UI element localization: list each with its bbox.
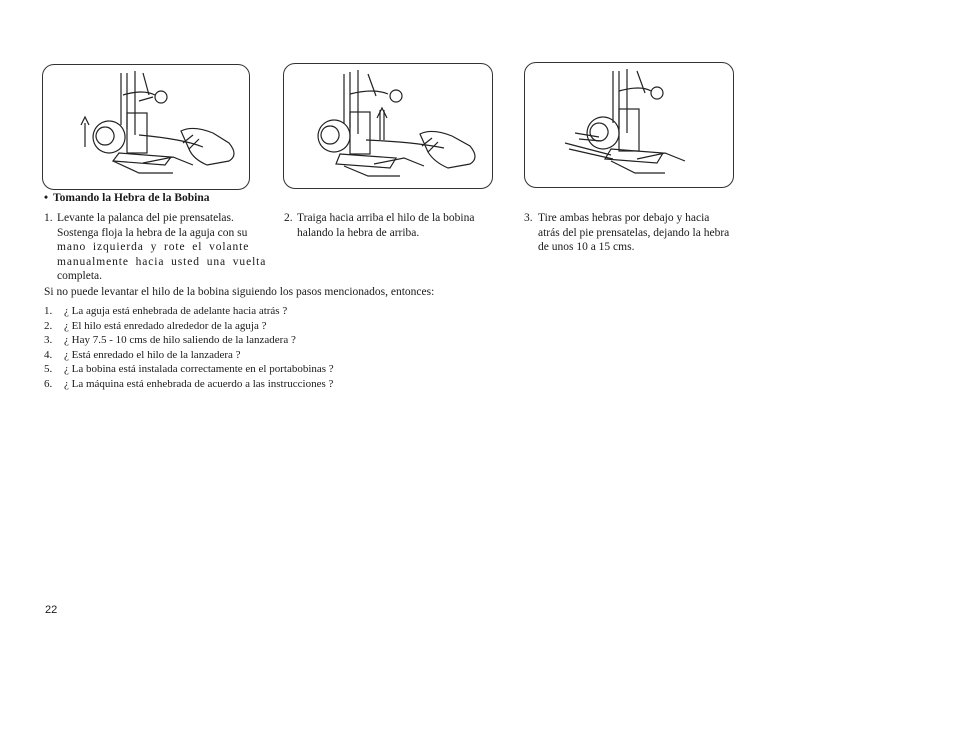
list-item-text: ¿ La bobina está instalada correctamente en el portabobinas ?	[64, 363, 334, 375]
list-item	[44, 377, 334, 392]
list-item-text: ¿ Está enredado el hilo de la lanzadera ?	[64, 348, 241, 361]
step-text	[57, 211, 266, 284]
step-number: 3.	[524, 212, 533, 224]
step-line: Tire ambas hebras por debajo y hacia	[538, 212, 710, 224]
step-line: de unos 10 a 15 cms.	[538, 241, 635, 253]
list-item-text: ¿ Hay 7.5 - 10 cms de hilo saliendo de la lanzadera ?	[64, 334, 296, 346]
list-item-number: 2.	[44, 319, 53, 332]
illustration-step-1	[42, 64, 250, 190]
section-title	[44, 192, 210, 204]
list-item	[44, 333, 334, 348]
step-line: halando la hebra de arriba.	[297, 226, 420, 239]
step-line: Sostenga floja la hebra de la aguja con su	[57, 226, 248, 239]
troubleshooting-intro: Si no puede levantar el hilo de la bobina siguiendo los pasos mencionados, entonces:	[44, 286, 435, 298]
list-item	[44, 319, 334, 334]
list-item-number: 5.	[44, 363, 53, 375]
step-text	[538, 211, 729, 255]
section-title-text: Tomando la Hebra de la Bobina	[53, 192, 210, 204]
step-line: Traiga hacia arriba el hilo de la bobina	[297, 212, 475, 224]
step-line: Levante la palanca del pie prensatelas.	[57, 212, 234, 224]
list-item	[44, 362, 334, 377]
illustration-step-3	[524, 62, 734, 188]
bullet: •	[44, 192, 49, 204]
list-item-number: 6.	[44, 377, 53, 390]
list-item-number: 4.	[44, 348, 53, 361]
troubleshooting-list	[44, 304, 334, 391]
step-line: completa.	[57, 270, 103, 282]
list-item	[44, 304, 334, 319]
illustration-step-2	[283, 63, 493, 189]
list-item-number: 1.	[44, 305, 53, 317]
step-number: 1.	[44, 212, 53, 224]
page-number: 22	[45, 604, 58, 616]
list-item-text: ¿ La máquina está enhebrada de acuerdo a las instrucciones ?	[64, 377, 334, 390]
step-text	[297, 211, 474, 240]
step-line: mano izquierda y rote el volante	[57, 241, 250, 253]
list-item	[44, 348, 334, 363]
list-item-number: 3.	[44, 334, 53, 346]
list-item-text: ¿ El hilo está enredado alrededor de la aguja ?	[64, 319, 267, 332]
list-item-text: ¿ La aguja está enhebrada de adelante hacia atrás ?	[64, 305, 288, 317]
step-line: atrás del pie prensatelas, dejando la hebra	[538, 226, 730, 239]
step-number: 2.	[284, 212, 293, 224]
step-line: manualmente hacia usted una vuelta	[57, 255, 267, 268]
